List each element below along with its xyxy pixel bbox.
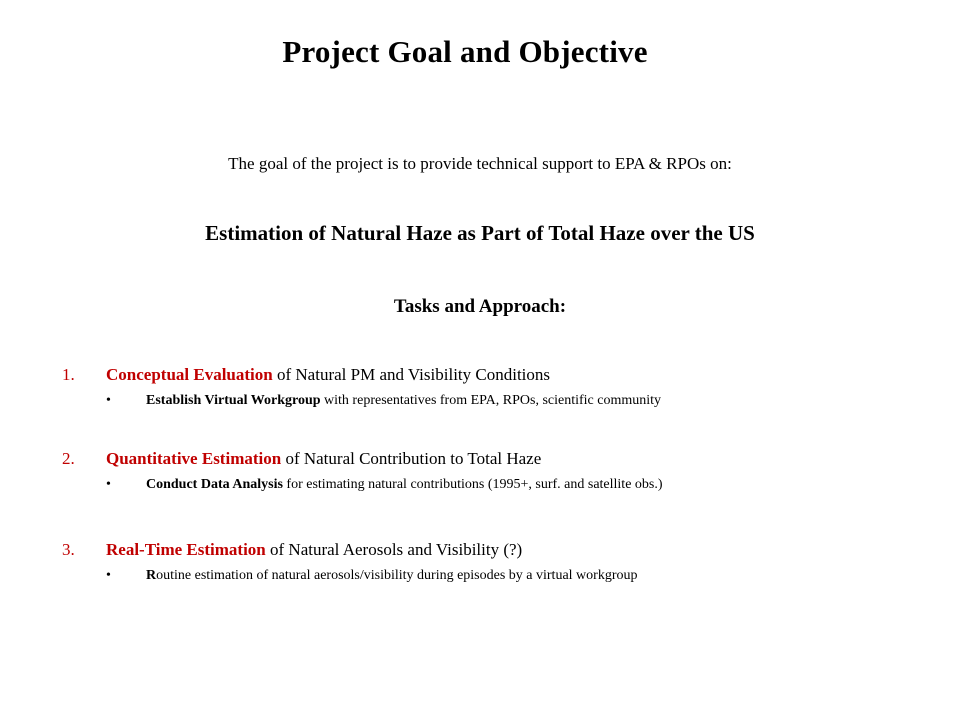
task-line	[62, 365, 942, 385]
subpoint-text: for estimating natural contributions (1995+, surf. and satellite obs.)	[282, 477, 663, 492]
tasks-heading: Tasks and Approach:	[393, 296, 567, 317]
subpoint-text: with representatives from EPA, RPOs, scientific community	[320, 393, 662, 408]
task-subpoint	[62, 568, 942, 584]
goal-statement: The goal of the project is to provide technical support to EPA & RPOs on:	[228, 154, 732, 173]
task-text: of Natural Aerosols and Visibility (?)	[265, 540, 523, 559]
task-highlight: Conceptual Evaluation	[106, 365, 273, 384]
bullet-icon: •	[106, 568, 111, 583]
task-highlight: Real-Time Estimation	[106, 540, 266, 559]
task-number: 3.	[62, 540, 75, 559]
task-item	[62, 449, 942, 493]
bullet-icon: •	[106, 393, 111, 408]
bullet-icon: •	[106, 477, 111, 492]
task-number: 2.	[62, 449, 75, 468]
task-line	[62, 449, 942, 469]
project-headline: Estimation of Natural Haze as Part of Total Haze over the US	[205, 221, 755, 245]
subpoint-bold: Establish Virtual Workgroup	[146, 393, 321, 408]
task-line	[62, 540, 942, 560]
task-item	[62, 365, 942, 409]
subpoint-bold: Conduct Data Analysis	[146, 477, 283, 492]
subpoint-text: outine estimation of natural aerosols/visibility during episodes by a virtual workgroup	[156, 568, 638, 583]
task-number: 1.	[62, 365, 75, 384]
task-subpoint	[62, 393, 942, 409]
task-item	[62, 540, 942, 584]
slide-title: Project Goal and Objective	[282, 34, 648, 69]
task-highlight: Quantitative Estimation	[106, 449, 282, 468]
subpoint-bold: R	[146, 568, 157, 583]
task-subpoint	[62, 477, 942, 493]
task-text: of Natural Contribution to Total Haze	[281, 449, 542, 468]
task-text: of Natural PM and Visibility Conditions	[272, 365, 551, 384]
